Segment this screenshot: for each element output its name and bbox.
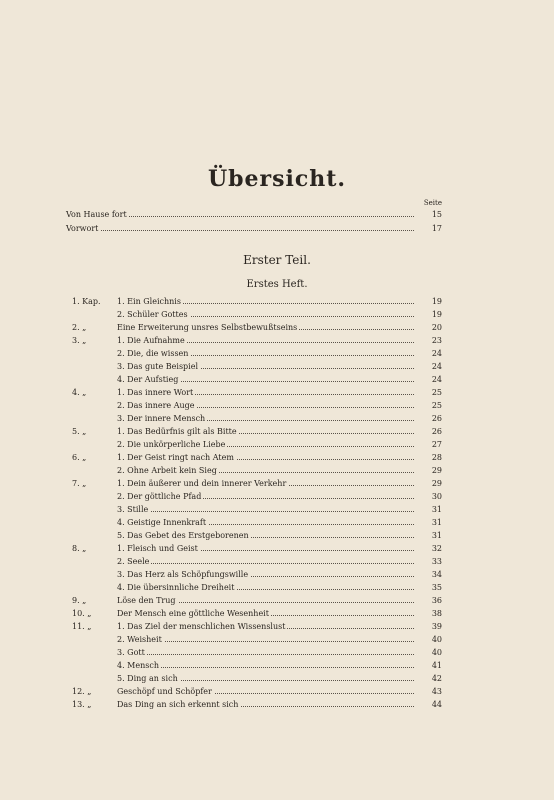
entry-page-number: 32 (431, 544, 442, 553)
toc-entry (117, 556, 442, 568)
entry-title: 5. Ding an sich (117, 674, 178, 683)
entry-title: 2. Weisheit (117, 635, 162, 644)
entry-page-number: 36 (431, 596, 442, 605)
chapter-number: 1. Kap. (72, 297, 101, 306)
entry-page-number: 35 (431, 583, 442, 592)
chapter-number: 10. „ (72, 609, 92, 618)
entry-title: 5. Das Gebet des Erstgeborenen (117, 531, 249, 540)
entry-page-number: 26 (431, 414, 442, 423)
dot-leader (117, 563, 414, 564)
chapter-number: 7. „ (72, 479, 87, 488)
entry-page-number: 19 (431, 310, 442, 319)
entry-title: 4. Die übersinnliche Dreiheit (117, 583, 235, 592)
part-heading: Erster Teil. (243, 253, 311, 267)
toc-entry (117, 634, 442, 646)
entry-page-number: 41 (431, 661, 442, 670)
entry-page-number: 24 (431, 362, 442, 371)
toc-entry (117, 621, 442, 633)
chapter-number: 11. „ (72, 622, 92, 631)
entry-title: 3. Das Herz als Schöpfungswille (117, 570, 249, 579)
toc-entry (117, 361, 442, 373)
entry-page-number: 29 (431, 466, 442, 475)
toc-entry (117, 517, 442, 529)
entry-page-number: 33 (431, 557, 442, 566)
chapter-number: 3. „ (72, 336, 87, 345)
entry-title: 4. Mensch (117, 661, 159, 670)
entry-title: 2. Seele (117, 557, 150, 566)
entry-page-number: 19 (431, 297, 442, 306)
entry-title: 2. Die, die wissen (117, 349, 189, 358)
toc-entry (117, 699, 442, 711)
entry-page-number: 20 (431, 323, 442, 332)
entry-title: Vorwort (66, 223, 99, 233)
toc-entry (117, 673, 442, 685)
dot-leader (117, 654, 414, 655)
toc-entry (117, 335, 442, 347)
chapter-number: 4. „ (72, 388, 87, 397)
entry-title: Eine Erweiterung unsres Selbstbewußtseins (117, 323, 298, 332)
entry-page-number: 27 (431, 440, 442, 449)
toc-entry (117, 400, 442, 412)
toc-entry (117, 543, 442, 555)
entry-page-number: 24 (431, 375, 442, 384)
dot-leader (117, 667, 414, 668)
toc-entry (117, 374, 442, 386)
entry-title: 1. Das innere Wort (117, 388, 194, 397)
chapter-number: 6. „ (72, 453, 87, 462)
dot-leader (117, 511, 414, 512)
entry-page-number: 31 (431, 531, 442, 540)
front-entry (66, 223, 442, 235)
entry-title: 1. Der Geist ringt nach Atem (117, 453, 234, 462)
toc-entry (117, 530, 442, 542)
entry-page-number: 44 (431, 700, 442, 709)
toc-entry (117, 504, 442, 516)
entry-title: 1. Ein Gleichnis (117, 297, 181, 306)
entry-title: Geschöpf und Schöpfer (117, 687, 212, 696)
chapter-number: 12. „ (72, 687, 92, 696)
entry-title: 2. Das innere Auge (117, 401, 195, 410)
chapter-number: 2. „ (72, 323, 87, 332)
toc-entry (117, 465, 442, 477)
entry-title: 3. Gott (117, 648, 145, 657)
toc-entry (117, 452, 442, 464)
toc-entry (117, 387, 442, 399)
entry-title: 4. Geistige Innenkraft (117, 518, 207, 527)
entry-title: Das Ding an sich erkennt sich (117, 700, 239, 709)
entry-page-number: 24 (431, 349, 442, 358)
entry-title: 3. Stille (117, 505, 149, 514)
entry-title: Der Mensch eine göttliche Wesenheit (117, 609, 269, 618)
dot-leader (66, 230, 414, 231)
entry-title: Von Hause fort (66, 210, 127, 219)
toc-entry (117, 491, 442, 503)
toc-entry (117, 582, 442, 594)
entry-page-number: 40 (431, 648, 442, 657)
toc-entry (117, 426, 442, 438)
entry-page-number: 34 (431, 570, 442, 579)
chapter-number: 8. „ (72, 544, 87, 553)
toc-entry (117, 478, 442, 490)
entry-title: 1. Das Bedürfnis gilt als Bitte (117, 427, 237, 436)
toc-entry (117, 296, 442, 308)
entry-page-number: 26 (431, 427, 442, 436)
entry-page-number: 25 (431, 401, 442, 410)
entry-title: 1. Dein äußerer und dein innerer Verkehr (117, 479, 287, 488)
chapter-number: 5. „ (72, 427, 87, 436)
entry-page-number: 30 (431, 492, 442, 501)
entry-page-number: 38 (431, 609, 442, 618)
entry-title: 2. Schüler Gottes (117, 310, 188, 319)
entry-page-number: 43 (431, 687, 442, 696)
toc-entry (117, 660, 442, 672)
booklet-heading: Erstes Heft. (246, 279, 308, 290)
toc-entry (117, 647, 442, 659)
entry-page-number: 29 (431, 479, 442, 488)
entry-title: 2. Die unkörperliche Liebe (117, 440, 226, 449)
entry-page-number: 39 (431, 622, 442, 631)
toc-entry (117, 569, 442, 581)
entry-page-number: 31 (431, 505, 442, 514)
entry-page-number: 42 (431, 674, 442, 683)
entry-title: 1. Die Aufnahme (117, 336, 185, 345)
chapter-number: 9. „ (72, 596, 87, 605)
page-column-label: Seite (423, 199, 442, 207)
entry-title: 2. Ohne Arbeit kein Sieg (117, 466, 217, 475)
toc-entry (117, 439, 442, 451)
entry-title: 3. Der innere Mensch (117, 414, 206, 423)
entry-page-number: 17 (431, 223, 442, 233)
toc-entry (117, 413, 442, 425)
page-title: Übersicht. (207, 166, 347, 192)
entry-title: Löse den Trug (117, 596, 176, 605)
toc-entry (117, 348, 442, 360)
entry-page-number: 15 (431, 210, 442, 219)
entry-page-number: 23 (431, 336, 442, 345)
toc-entry (117, 608, 442, 620)
front-entry (66, 209, 442, 221)
entry-title: 3. Das gute Beispiel (117, 362, 199, 371)
chapter-number: 13. „ (72, 700, 92, 709)
toc-entry (117, 686, 442, 698)
toc-entry (117, 322, 442, 334)
entry-title: 4. Der Aufstieg (117, 375, 179, 384)
entry-page-number: 31 (431, 518, 442, 527)
entry-page-number: 28 (431, 453, 442, 462)
entry-title: 1. Fleisch und Geist (117, 544, 198, 553)
toc-entry (117, 309, 442, 321)
entry-page-number: 40 (431, 635, 442, 644)
entry-title: 2. Der göttliche Pfad (117, 492, 202, 501)
entry-title: 1. Das Ziel der menschlichen Wissenslust (117, 622, 286, 631)
entry-page-number: 25 (431, 388, 442, 397)
toc-entry (117, 595, 442, 607)
